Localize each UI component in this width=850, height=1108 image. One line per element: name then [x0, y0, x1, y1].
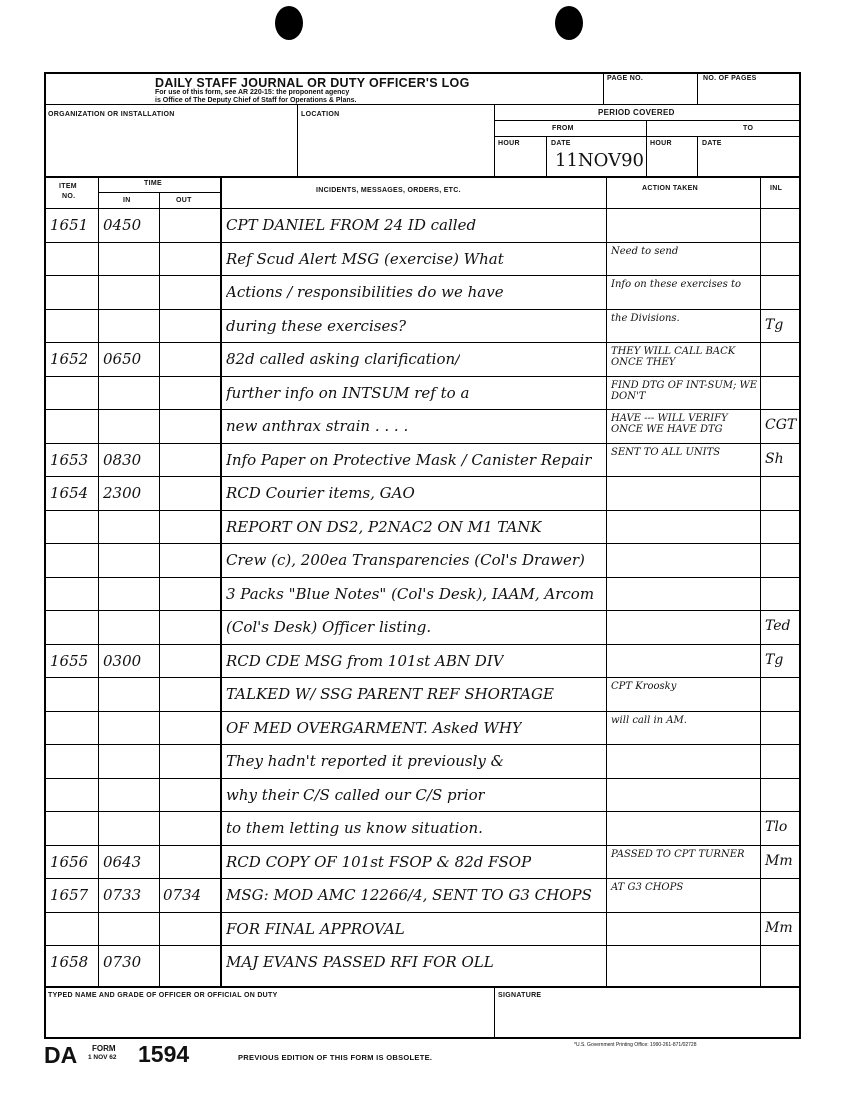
- entry-action-taken: Info on these exercises to: [611, 279, 741, 290]
- form-number: 1594: [138, 1041, 190, 1067]
- entry-text: Crew (c), 200ea Transparencies (Col's Drawer): [226, 551, 585, 569]
- row-divider: [44, 811, 800, 812]
- entry-item-no: 1655: [50, 651, 89, 670]
- from-date-label: DATE: [551, 140, 571, 147]
- entry-time-in: 0643: [103, 852, 142, 871]
- obsolete-note: PREVIOUS EDITION OF THIS FORM IS OBSOLETE.: [238, 1053, 433, 1062]
- entry-item-no: 1652: [50, 350, 89, 368]
- row-divider: [44, 744, 800, 745]
- row-divider: [44, 711, 800, 712]
- typed-name-label: TYPED NAME AND GRADE OF OFFICER OR OFFICIAL ON DUTY: [48, 992, 278, 999]
- entry-initials: CGT: [765, 417, 797, 433]
- organization-label: ORGANIZATION OR INSTALLATION: [48, 111, 175, 118]
- entry-text: Ref Scud Alert MSG (exercise) What: [226, 249, 504, 268]
- entry-time-in: 2300: [103, 484, 142, 502]
- entry-text: They hadn't reported it previously &: [226, 752, 504, 770]
- row-divider: [44, 342, 800, 343]
- period-covered-label: PERIOD COVERED: [598, 108, 675, 117]
- entry-initials: Mm: [765, 919, 793, 936]
- row-divider: [44, 912, 800, 913]
- entry-text: MAJ EVANS PASSED RFI FOR OLL: [226, 953, 494, 971]
- entry-text: Info Paper on Protective Mask / Canister Repair: [226, 450, 592, 469]
- entry-text: Actions / responsibilities do we have: [226, 283, 504, 301]
- row-divider: [44, 878, 800, 879]
- item-label: ITEM: [59, 183, 77, 190]
- entry-text: (Col's Desk) Officer listing.: [226, 618, 432, 636]
- form-title: DAILY STAFF JOURNAL OR DUTY OFFICER'S LOG: [155, 76, 470, 90]
- row-divider: [44, 543, 800, 544]
- to-label: TO: [743, 125, 754, 132]
- to-hour-label: HOUR: [650, 140, 672, 147]
- entry-text: CPT DANIEL FROM 24 ID called: [226, 216, 477, 234]
- entry-item-no: 1657: [50, 886, 89, 904]
- row-divider: [44, 610, 800, 611]
- entry-item-no: 1656: [50, 852, 89, 871]
- entry-action-taken: will call in AM.: [611, 714, 687, 726]
- entry-text: 3 Packs "Blue Notes" (Col's Desk), IAAM, Arcom: [226, 584, 595, 603]
- entry-action-taken: AT G3 CHOPS: [611, 882, 684, 893]
- entry-text: FOR FINAL APPROVAL: [226, 919, 405, 938]
- entry-action-taken: the Divisions.: [611, 312, 680, 324]
- entry-text: RCD CDE MSG from 101st ABN DIV: [226, 651, 504, 670]
- action-taken-label: ACTION TAKEN: [642, 185, 698, 192]
- entry-time-out: 0734: [163, 886, 202, 904]
- entry-text: during these exercises?: [226, 316, 407, 335]
- signature-label: SIGNATURE: [498, 992, 542, 999]
- page-no-label: PAGE NO.: [607, 75, 644, 82]
- form-word: FORM: [92, 1044, 116, 1053]
- entry-text: MSG: MOD AMC 12266/4, SENT TO G3 CHOPS: [226, 886, 592, 904]
- entry-action-taken: FIND DTG OF INT-SUM; WE DON'T: [611, 379, 758, 402]
- row-divider: [44, 242, 800, 243]
- row-divider: [44, 309, 800, 310]
- entry-text: 82d called asking clarification/: [226, 350, 461, 368]
- entry-text: RCD COPY OF 101st FSOP & 82d FSOP: [226, 852, 532, 871]
- entry-text: to them letting us know situation.: [226, 819, 483, 837]
- entry-initials: Mm: [765, 852, 793, 869]
- row-divider: [44, 409, 800, 410]
- entry-time-in: 0450: [103, 216, 142, 234]
- from-hour-label: HOUR: [498, 140, 520, 147]
- entry-action-taken: Need to send: [611, 245, 679, 257]
- incidents-label: INCIDENTS, MESSAGES, ORDERS, ETC.: [316, 187, 461, 194]
- entry-text: further info on INTSUM ref to a: [226, 383, 470, 402]
- form-subtitle-2: is Office of The Deputy Chief of Staff for Operations & Plans.: [155, 97, 357, 104]
- row-divider: [44, 510, 800, 511]
- entry-text: REPORT ON DS2, P2NAC2 ON M1 TANK: [226, 517, 542, 536]
- entry-initials: Tg: [765, 651, 784, 668]
- entry-text: TALKED W/ SSG PARENT REF SHORTAGE: [226, 685, 554, 703]
- item-no-label: NO.: [62, 193, 76, 200]
- entry-item-no: 1654: [50, 484, 89, 502]
- entry-time-in: 0300: [103, 651, 142, 670]
- entry-action-taken: CPT Kroosky: [611, 681, 677, 692]
- entry-initials: Sh: [765, 450, 784, 467]
- entry-time-in: 0730: [103, 953, 142, 971]
- entry-initials: Tg: [765, 316, 784, 333]
- entry-text: why their C/S called our C/S prior: [226, 785, 485, 804]
- row-divider: [44, 476, 800, 477]
- entry-time-in: 0830: [103, 450, 142, 469]
- location-label: LOCATION: [301, 111, 340, 118]
- from-label: FROM: [552, 125, 574, 132]
- row-divider: [44, 945, 800, 946]
- entry-item-no: 1653: [50, 450, 89, 469]
- entry-action-taken: SENT TO ALL UNITS: [611, 446, 721, 458]
- entry-item-no: 1651: [50, 216, 89, 234]
- from-date-value: 11NOV90: [555, 150, 644, 171]
- form-da: DA: [44, 1042, 78, 1068]
- row-divider: [44, 677, 800, 678]
- row-divider: [44, 778, 800, 779]
- time-label: TIME: [144, 180, 162, 187]
- time-out-label: OUT: [176, 197, 192, 204]
- entry-item-no: 1658: [50, 953, 89, 971]
- time-in-label: IN: [123, 197, 131, 204]
- to-date-label: DATE: [702, 140, 722, 147]
- form-subtitle-1: For use of this form, see AR 220-15: the proponent agency: [155, 89, 350, 96]
- row-divider: [44, 845, 800, 846]
- entry-time-in: 0733: [103, 886, 142, 904]
- row-divider: [44, 644, 800, 645]
- inl-label: INL: [770, 185, 783, 192]
- entry-action-taken: HAVE --- WILL VERIFY ONCE WE HAVE DTG: [611, 413, 728, 435]
- entry-text: new anthrax strain . . . .: [226, 417, 409, 435]
- form-date: 1 NOV 62: [88, 1054, 117, 1061]
- entry-text: OF MED OVERGARMENT. Asked WHY: [226, 718, 522, 737]
- no-of-pages-label: NO. OF PAGES: [703, 75, 757, 82]
- entry-initials: Tlo: [765, 819, 788, 835]
- entry-action-taken: THEY WILL CALL BACK ONCE THEY: [611, 346, 736, 368]
- row-divider: [44, 376, 800, 377]
- entry-text: RCD Courier items, GAO: [226, 484, 415, 502]
- row-divider: [44, 443, 800, 444]
- row-divider: [44, 577, 800, 578]
- entry-action-taken: PASSED TO CPT TURNER: [611, 848, 745, 860]
- row-divider: [44, 275, 800, 276]
- entry-initials: Ted: [765, 618, 791, 634]
- gpo-note: *U.S. Government Printing Office: 1990-261-871/02728: [574, 1042, 697, 1048]
- entry-time-in: 0650: [103, 350, 142, 368]
